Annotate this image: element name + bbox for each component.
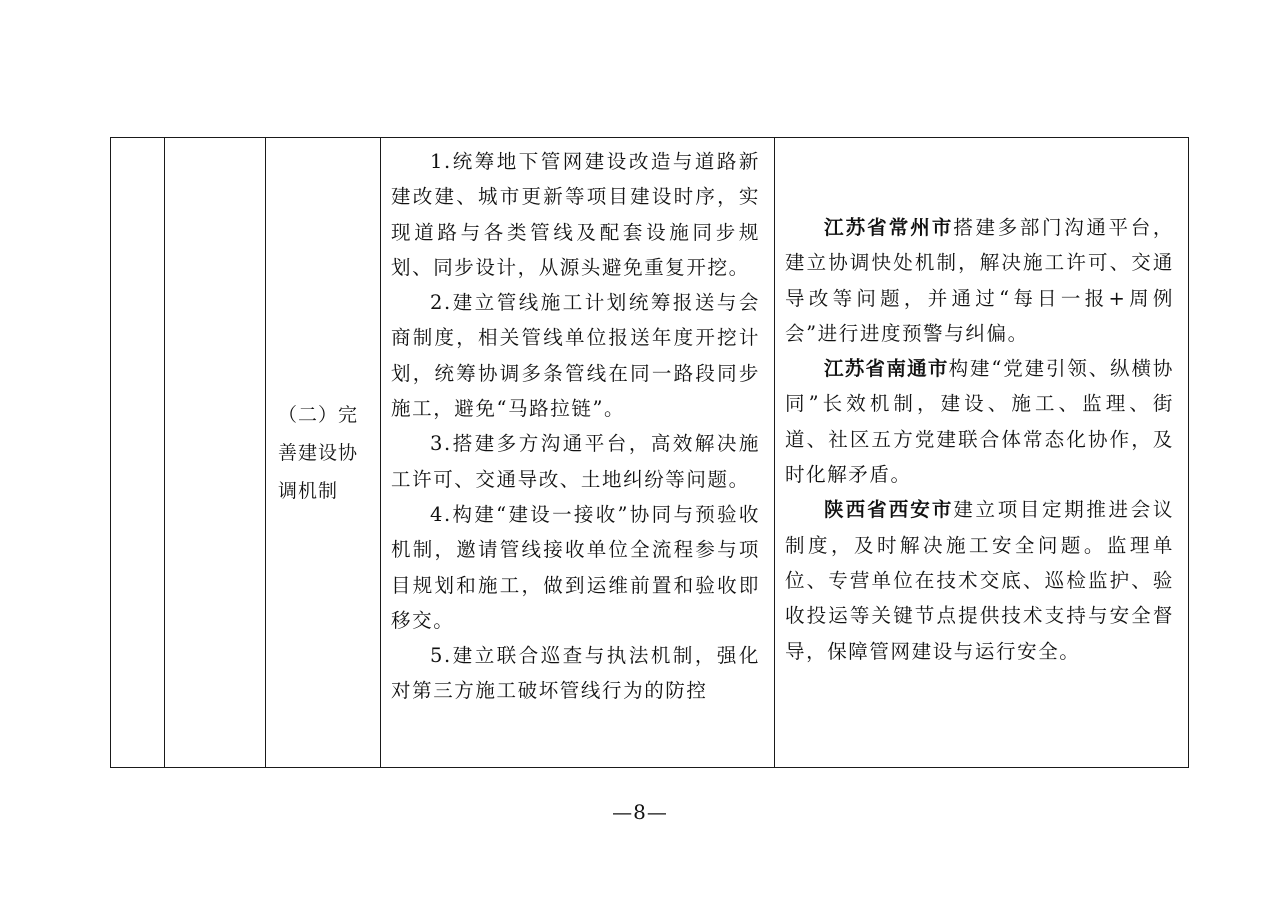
cases-cell bbox=[775, 138, 1189, 768]
measure-item: 1.统筹地下管网建设改造与道路新建改建、城市更新等项目建设时序，实现道路与各类管线及配套设施同步规划、同步设计，从源头避免重复开挖。 bbox=[391, 150, 760, 279]
measure-item: 3.搭建多方沟通平台，高效解决施工许可、交通导改、土地纠纷等问题。 bbox=[391, 432, 760, 491]
case-place: 江苏省常州市 bbox=[824, 216, 954, 239]
category-cell bbox=[266, 138, 381, 768]
case-item bbox=[785, 492, 1174, 668]
case-text: 建立项目定期推进会议制度，及时解决施工安全问题。监理单位、专营单位在技术交底、巡检监护、验收投运等关键节点提供技术支持与安全督导，保障管网建设与运行安全。 bbox=[785, 498, 1174, 663]
case-text: 搭建多部门沟通平台，建立协调快处机制，解决施工许可、交通导改等问题，并通过“每日一报+周例会”进行进度预警与纠偏。 bbox=[785, 216, 1174, 345]
policy-table bbox=[110, 137, 1189, 768]
page-number: —8— bbox=[612, 800, 668, 824]
case-text: 构建“党建引领、纵横协同”长效机制，建设、施工、监理、街道、社区五方党建联合体常态化协作，及时化解矛盾。 bbox=[785, 357, 1174, 487]
measures-cell bbox=[381, 138, 775, 768]
case-item bbox=[785, 210, 1174, 351]
empty-cell-2 bbox=[165, 138, 266, 768]
empty-cell-1 bbox=[111, 138, 165, 768]
case-item bbox=[785, 351, 1174, 492]
case-place: 陕西省西安市 bbox=[824, 498, 954, 522]
case-place: 江苏省南通市 bbox=[824, 357, 949, 381]
measure-item: 4.构建“建设一接收”协同与预验收机制，邀请管线接收单位全流程参与项目规划和施工，做到运维前置和验收即移交。 bbox=[391, 502, 760, 632]
measure-item: 5.建立联合巡查与执法机制，强化对第三方施工破坏管线行为的防控 bbox=[391, 644, 760, 703]
table-row bbox=[111, 138, 1189, 768]
measure-item: 2.建立管线施工计划统筹报送与会商制度，相关管线单位报送年度开挖计划，统筹协调多条管线在同一路段同步施工，避免“马路拉链”。 bbox=[391, 291, 760, 421]
category-label: （二）完善建设协调机制 bbox=[278, 403, 359, 502]
